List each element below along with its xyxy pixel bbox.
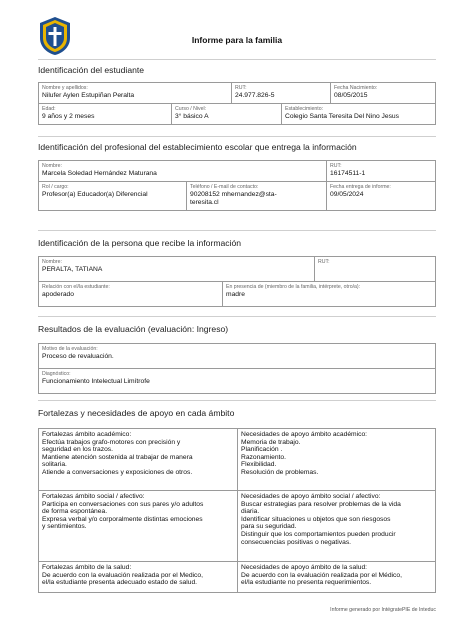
receiver-rut-cell [315, 257, 435, 281]
academic-need-line: Resolución de problemas. [241, 468, 319, 476]
health-strengths-cell [39, 562, 238, 592]
professional-info-table [38, 160, 436, 211]
professional-name: Marcela Soledad Hernández Maturana [42, 169, 157, 177]
section-title-professional: Identificación del profesional del establecimiento escolar que entrega la información [38, 142, 357, 152]
social-need-line: Buscar estrategias para resolver problemas de la vida [241, 500, 401, 508]
evaluation-reason-cell [39, 344, 435, 368]
diagnosis-cell [39, 369, 435, 393]
student-course: 3° básico A [175, 112, 209, 120]
field-label: RUT: [330, 163, 342, 169]
professional-contact: 90208152 mhernandez@sta- [190, 190, 277, 198]
field-label: Nombre: [42, 259, 62, 265]
social-needs-cell [238, 491, 435, 561]
field-label: Fecha entrega de informe: [330, 184, 391, 190]
health-strength-line: el/la estudiante presenta adecuado estado de salud. [42, 579, 198, 587]
academic-need-line: Razonamiento. [241, 453, 286, 461]
student-school: Colegio Santa Teresita Del Nino Jesus [285, 112, 399, 120]
footer-credit: Informe generado por IntégratePIE de Inteduc [330, 607, 436, 613]
report-delivery-date: 09/05/2024 [330, 190, 364, 198]
receiver-presence: madre [226, 290, 245, 298]
field-label: Fortalezas ámbito social / afectivo: [42, 493, 145, 500]
receiver-info-table [38, 256, 436, 307]
student-info-table [38, 82, 436, 125]
student-age: 9 años y 2 meses [42, 112, 95, 120]
social-strength-line: Expresa verbal y/o corporalmente distintas emociones [42, 515, 203, 523]
professional-role: Profesor(a) Educador(a) Diferencial [42, 190, 148, 198]
social-need-line: consecuencias positivas o negativas. [241, 538, 352, 546]
field-label: RUT: [318, 259, 330, 265]
divider [38, 316, 436, 317]
student-name-cell [39, 83, 232, 103]
academic-strength-line: Mantiene atención sostenida al trabajar de manera [42, 453, 193, 461]
results-table [38, 343, 436, 394]
student-rut: 24.977.826-5 [235, 91, 275, 99]
receiver-relation-cell [39, 282, 223, 306]
field-label: Necesidades de apoyo ámbito social / afectivo: [241, 493, 381, 500]
professional-name-cell [39, 161, 327, 181]
academic-need-line: Planificación . [241, 446, 283, 454]
receiver-name: PERALTA, TATIANA [42, 265, 103, 273]
field-label: Nombre: [42, 163, 62, 169]
field-label: Motivo de la evaluación: [42, 346, 98, 352]
divider [38, 136, 436, 137]
field-label: Establecimiento: [285, 106, 324, 112]
social-strength-line: Participa en conversaciones con sus pares y/o adultos [42, 500, 204, 508]
health-strength-line: De acuerdo con la evaluación realizada por el Medico, [42, 571, 203, 579]
field-label: Rol / cargo: [42, 184, 69, 190]
field-label: Fecha Nacimiento: [334, 85, 378, 91]
section-title-receiver: Identificación de la persona que recibe la información [38, 238, 242, 248]
student-birth-cell [331, 83, 435, 103]
section-title-strengths: Fortalezas y necesidades de apoyo en cada ámbito [38, 408, 235, 418]
academic-needs-cell [238, 429, 435, 490]
professional-contact: teresita.cl [190, 198, 219, 206]
diagnosis: Funcionamiento Intelectual Limítrofe [42, 377, 150, 385]
field-label: Fortalezas ámbito de la salud: [42, 564, 132, 571]
field-label: Diagnóstico: [42, 371, 71, 377]
social-strength-line: y sentimientos. [42, 523, 87, 531]
academic-strength-line: seguridad en los trazos. [42, 446, 114, 454]
social-need-line: para su seguridad. [241, 523, 297, 531]
field-label: Relación con el/la estudiante: [42, 284, 110, 290]
academic-need-line: Flexibilidad. [241, 461, 277, 469]
field-label: Teléfono / E-mail de contacto: [190, 184, 259, 190]
divider [38, 230, 436, 231]
field-label: Necesidades de apoyo ámbito de la salud: [241, 564, 368, 571]
professional-rut: 16174511-1 [330, 169, 366, 177]
receiver-relation: apoderado [42, 290, 74, 298]
social-need-line: Identificar situaciones u objetos que son riesgosos [241, 515, 391, 523]
student-school-cell [282, 104, 435, 124]
field-label: RUT: [235, 85, 247, 91]
professional-rut-cell [327, 161, 435, 181]
professional-role-cell [39, 182, 187, 210]
academic-strength-line: Efectúa trabajos grafo-motores con precisión y [42, 438, 181, 446]
health-needs-cell [238, 562, 435, 592]
field-label: Nombre y apellidos: [42, 85, 88, 91]
social-strengths-cell [39, 491, 238, 561]
field-label: En presencia de (miembro de la familia, intérprete, otro/a): [226, 284, 361, 290]
social-need-line: Distinguir que los comportamientos pueden producir [241, 530, 396, 538]
field-label: Necesidades de apoyo ámbito académico: [241, 431, 368, 438]
divider [38, 400, 436, 401]
field-label: Fortalezas ámbito académico: [42, 431, 132, 438]
academic-strength-line: solitaria. [42, 461, 67, 469]
student-name: Nilufer Aylen Estupiñan Peralta [42, 91, 135, 99]
document-title: Informe para la familia [191, 35, 283, 45]
receiver-presence-cell [223, 282, 435, 306]
health-need-line: el/la estudiante no presenta requerimientos. [241, 579, 372, 587]
section-title-student: Identificación del estudiante [38, 65, 145, 75]
student-course-cell [172, 104, 282, 124]
professional-date-cell [327, 182, 435, 210]
academic-strengths-cell [39, 429, 238, 490]
evaluation-reason: Proceso de revaluación. [42, 352, 114, 360]
academic-strength-line: Atiende a conversaciones y exposiciones de otros. [42, 468, 193, 476]
divider [38, 59, 436, 60]
receiver-name-cell [39, 257, 315, 281]
social-need-line: diaria. [241, 508, 260, 516]
strengths-needs-table [38, 428, 436, 593]
student-age-cell [39, 104, 172, 124]
academic-need-line: Memoria de trabajo. [241, 438, 301, 446]
student-rut-cell [232, 83, 331, 103]
social-strength-line: de forma espontánea. [42, 508, 108, 516]
health-need-line: De acuerdo con la evaluación realizada por el Médico, [241, 571, 402, 579]
student-birth-date: 08/05/2015 [334, 91, 368, 99]
field-label: Edad: [42, 106, 56, 112]
field-label: Curso / Nivel: [175, 106, 207, 112]
section-title-results: Resultados de la evaluación (evaluación: Ingreso) [38, 324, 229, 334]
professional-contact-cell [187, 182, 327, 210]
